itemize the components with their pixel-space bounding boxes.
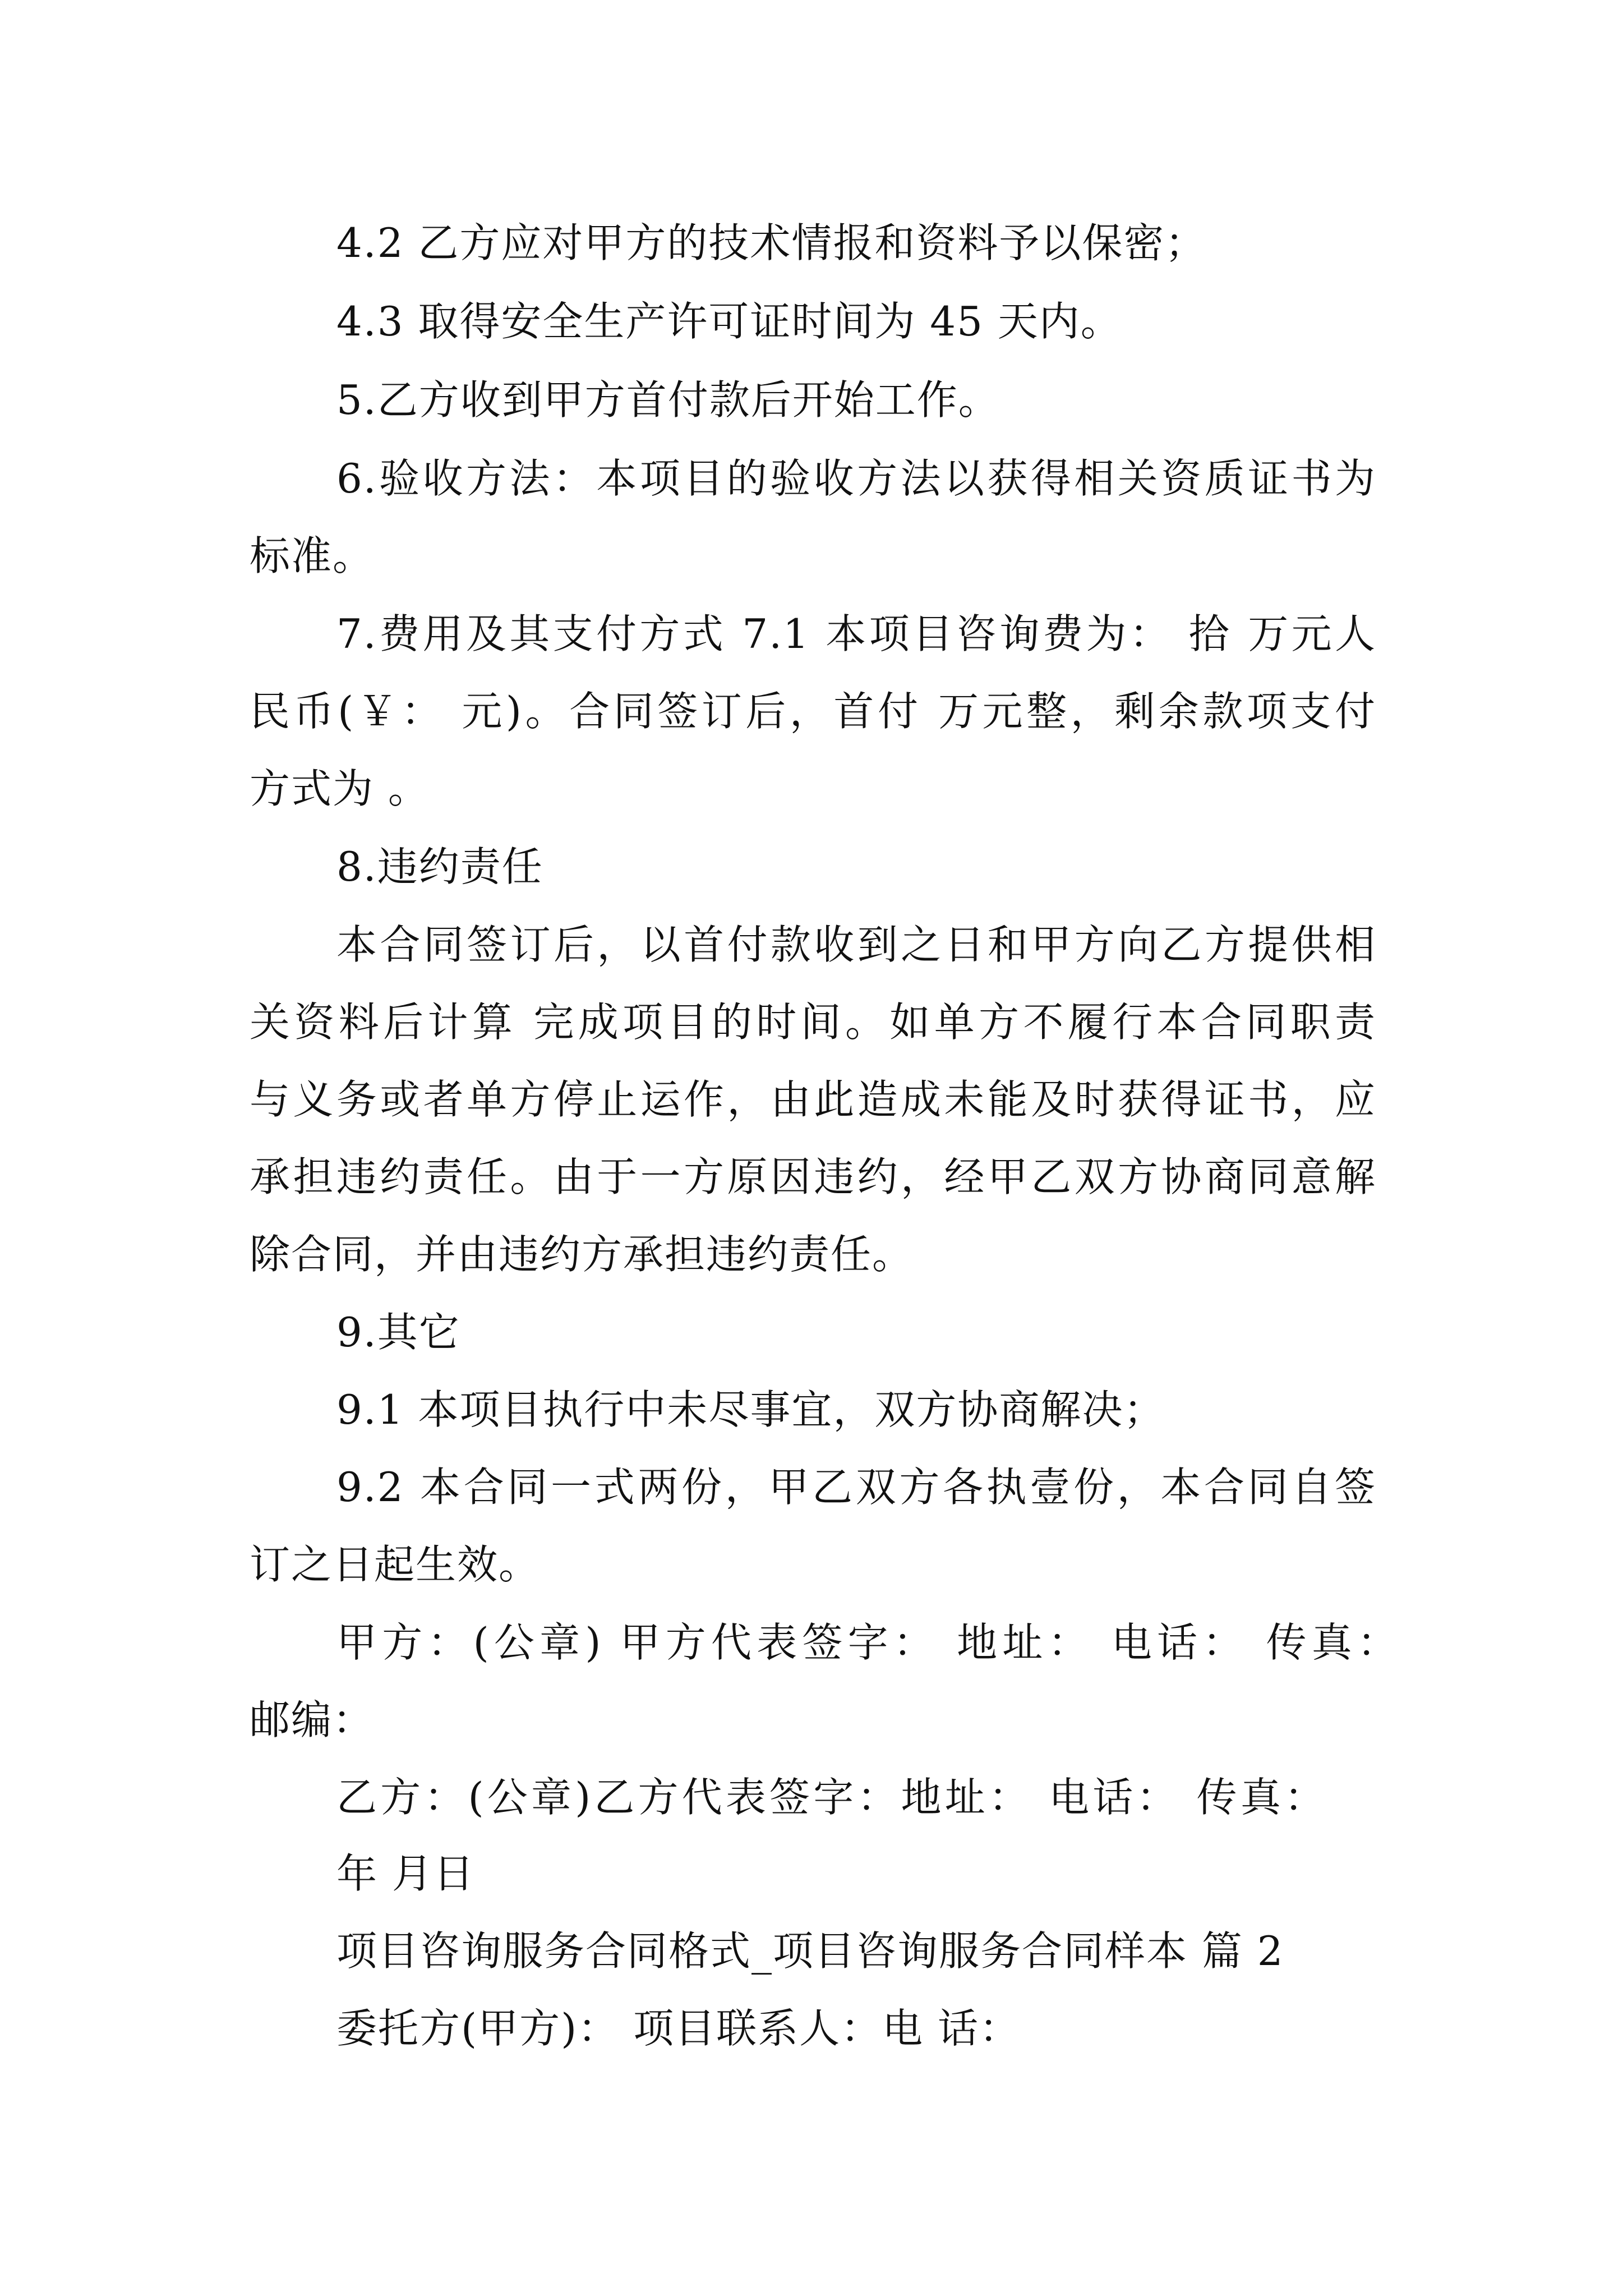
- clause-4-3: 4.3 取得安全生产许可证时间为 45 天内。: [336, 298, 1122, 345]
- clause-4-2: 4.2 乙方应对甲方的技术情报和资料予以保密；: [336, 219, 1207, 266]
- clause-8-para-line-3: 与义务或者单方停止运作，由此造成未能及时获得证书，应: [250, 1076, 1376, 1123]
- clause-5: 5.乙方收到甲方首付款后开始工作。: [336, 376, 1000, 424]
- clause-7-line-1: 7.费用及其支付方式 7.1 本项目咨询费为： 拾 万元人: [336, 610, 1376, 657]
- clause-8-para-line-5: 除合同，并由违约方承担违约责任。: [250, 1231, 914, 1278]
- clause-8-para-line-4: 承担违约责任。由于一方原因违约，经甲乙双方协商同意解: [250, 1153, 1376, 1200]
- party-a-signature-line: 甲方：(公章) 甲方代表签字： 地址： 电话： 传真：: [336, 1619, 1399, 1666]
- party-a-postcode: 邮编：: [250, 1696, 375, 1743]
- clause-8-heading: 8.违约责任: [336, 843, 543, 890]
- clause-7-line-3: 方式为 。: [250, 765, 430, 812]
- clause-9-1: 9.1 本项目执行中未尽事宜，双方协商解决；: [336, 1386, 1165, 1433]
- signature-date: 年 月日: [336, 1850, 475, 1897]
- clause-8-para-line-2: 关资料后计算 完成项目的时间。如单方不履行本合同职责: [250, 999, 1376, 1046]
- clause-6-line-1: 6.验收方法：本项目的验收方法以获得相关资质证书为: [336, 455, 1376, 502]
- section-title-part-2: 项目咨询服务合同格式_项目咨询服务合同样本 篇 2: [336, 1927, 1284, 1975]
- clause-7-line-2: 民币(￥： 元)。合同签订后，首付 万元整，剩余款项支付: [250, 688, 1376, 735]
- clause-6-line-2: 标准。: [250, 532, 375, 579]
- clause-8-para-line-1: 本合同签订后，以首付款收到之日和甲方向乙方提供相: [336, 921, 1376, 968]
- client-party-a-line: 委托方(甲方)： 项目联系人：电 话：: [336, 2005, 1021, 2052]
- clause-9-heading: 9.其它: [336, 1309, 460, 1356]
- clause-9-2-line-1: 9.2 本合同一式两份，甲乙双方各执壹份，本合同自签: [336, 1464, 1376, 1511]
- party-b-signature-line: 乙方：(公章)乙方代表签字：地址： 电话： 传真：: [336, 1774, 1326, 1821]
- clause-9-2-line-2: 订之日起生效。: [250, 1541, 541, 1588]
